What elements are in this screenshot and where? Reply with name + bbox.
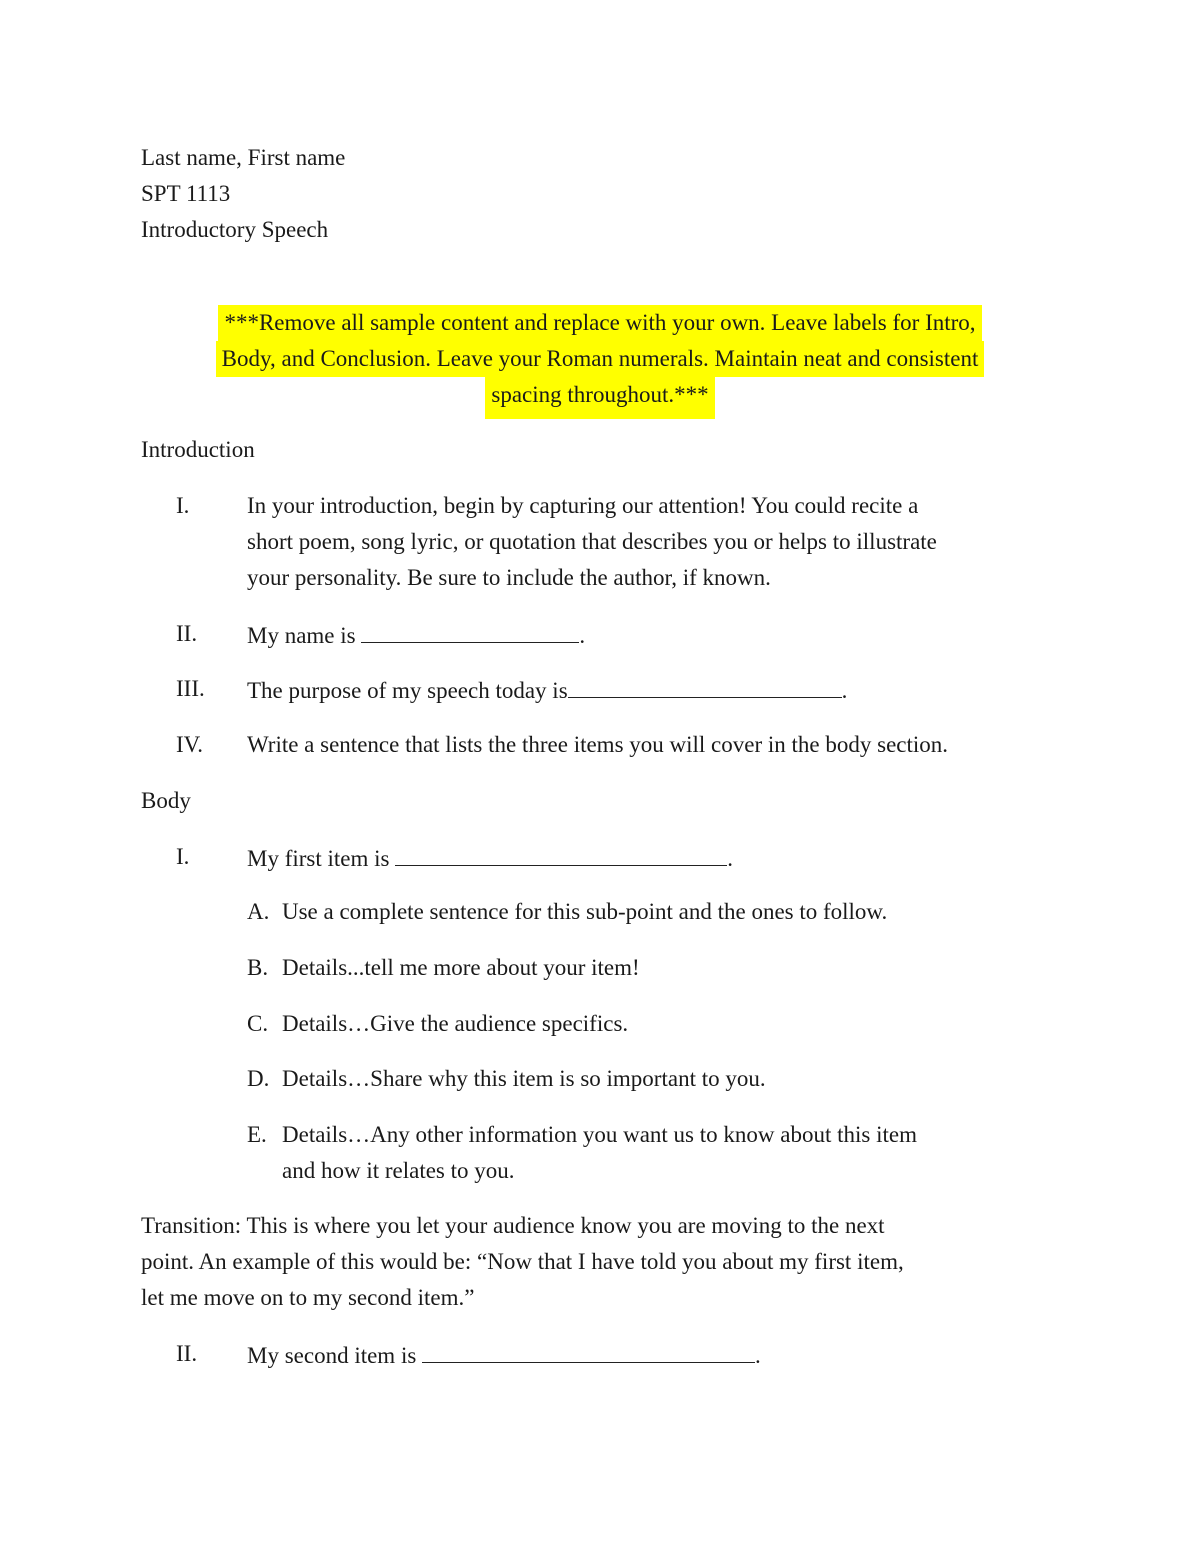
purpose-blank[interactable] [568, 671, 842, 698]
intro-numeral-3: III. [176, 676, 205, 701]
body-item-1-end: . [727, 846, 733, 871]
intro-item-2 [247, 616, 585, 654]
name-blank[interactable] [361, 616, 579, 643]
instruction-line-2: Body, and Conclusion. Leave your Roman numerals. Maintain neat and consistent [216, 341, 985, 377]
transition-line-2: point. An example of this would be: “Now that I have told you about my first item, [141, 1249, 904, 1274]
intro-item-1-line-1: In your introduction, begin by capturing our attention! You could recite a [247, 493, 919, 518]
subpoint-b-text: Details...tell me more about your item! [282, 955, 640, 980]
body-item-1-text: My first item is [247, 846, 396, 871]
intro-numeral-1: I. [176, 493, 190, 518]
course-code: SPT 1113 [141, 181, 231, 206]
intro-item-2-text: My name is [247, 623, 362, 648]
instruction-line-3: spacing throughout.*** [485, 377, 714, 419]
body-numeral-2: II. [176, 1341, 198, 1366]
second-item-blank[interactable] [422, 1336, 755, 1363]
subpoint-letter-e: E. [247, 1122, 267, 1147]
instruction-line-1-row [0, 305, 1200, 341]
introduction-heading: Introduction [141, 437, 255, 462]
transition-line-3: let me move on to my second item.” [141, 1285, 475, 1310]
intro-item-2-end: . [579, 623, 586, 648]
intro-item-1-line-3: your personality. Be sure to include the author, if known. [247, 565, 771, 590]
intro-item-3-end: . [841, 678, 848, 703]
body-item-2 [247, 1336, 761, 1374]
intro-item-3 [247, 671, 847, 709]
first-item-blank[interactable] [395, 839, 727, 866]
body-item-1 [247, 839, 733, 877]
intro-item-1-line-2: short poem, song lyric, or quotation that describes you or helps to illustrate [247, 529, 937, 554]
transition-line-1: Transition: This is where you let your audience know you are moving to the next [141, 1213, 885, 1238]
body-heading: Body [141, 788, 191, 813]
instruction-line-1: ***Remove all sample content and replace with your own. Leave labels for Intro, [218, 305, 981, 341]
instruction-line-3-row [0, 377, 1200, 419]
subpoint-letter-d: D. [247, 1066, 270, 1091]
intro-item-4: Write a sentence that lists the three items you will cover in the body section. [247, 732, 949, 757]
subpoint-d-text: Details…Share why this item is so important to you. [282, 1066, 766, 1091]
intro-item-3-text: The purpose of my speech today is [247, 678, 568, 703]
subpoint-letter-a: A. [247, 899, 270, 924]
subpoint-letter-b: B. [247, 955, 269, 980]
subpoint-c-text: Details…Give the audience specifics. [282, 1011, 629, 1036]
subpoint-e-line-1: Details…Any other information you want us to know about this item [282, 1122, 917, 1147]
body-numeral-1: I. [176, 844, 190, 869]
subpoint-a-text: Use a complete sentence for this sub-point and the ones to follow. [282, 899, 888, 924]
document-title: Introductory Speech [141, 217, 329, 242]
subpoint-e-line-2: and how it relates to you. [282, 1158, 515, 1183]
instruction-line-2-row [0, 341, 1200, 377]
student-name: Last name, First name [141, 145, 346, 170]
intro-numeral-4: IV. [176, 732, 204, 757]
body-item-2-text: My second item is [247, 1343, 423, 1368]
intro-numeral-2: II. [176, 621, 198, 646]
subpoint-letter-c: C. [247, 1011, 269, 1036]
body-item-2-end: . [755, 1343, 761, 1368]
